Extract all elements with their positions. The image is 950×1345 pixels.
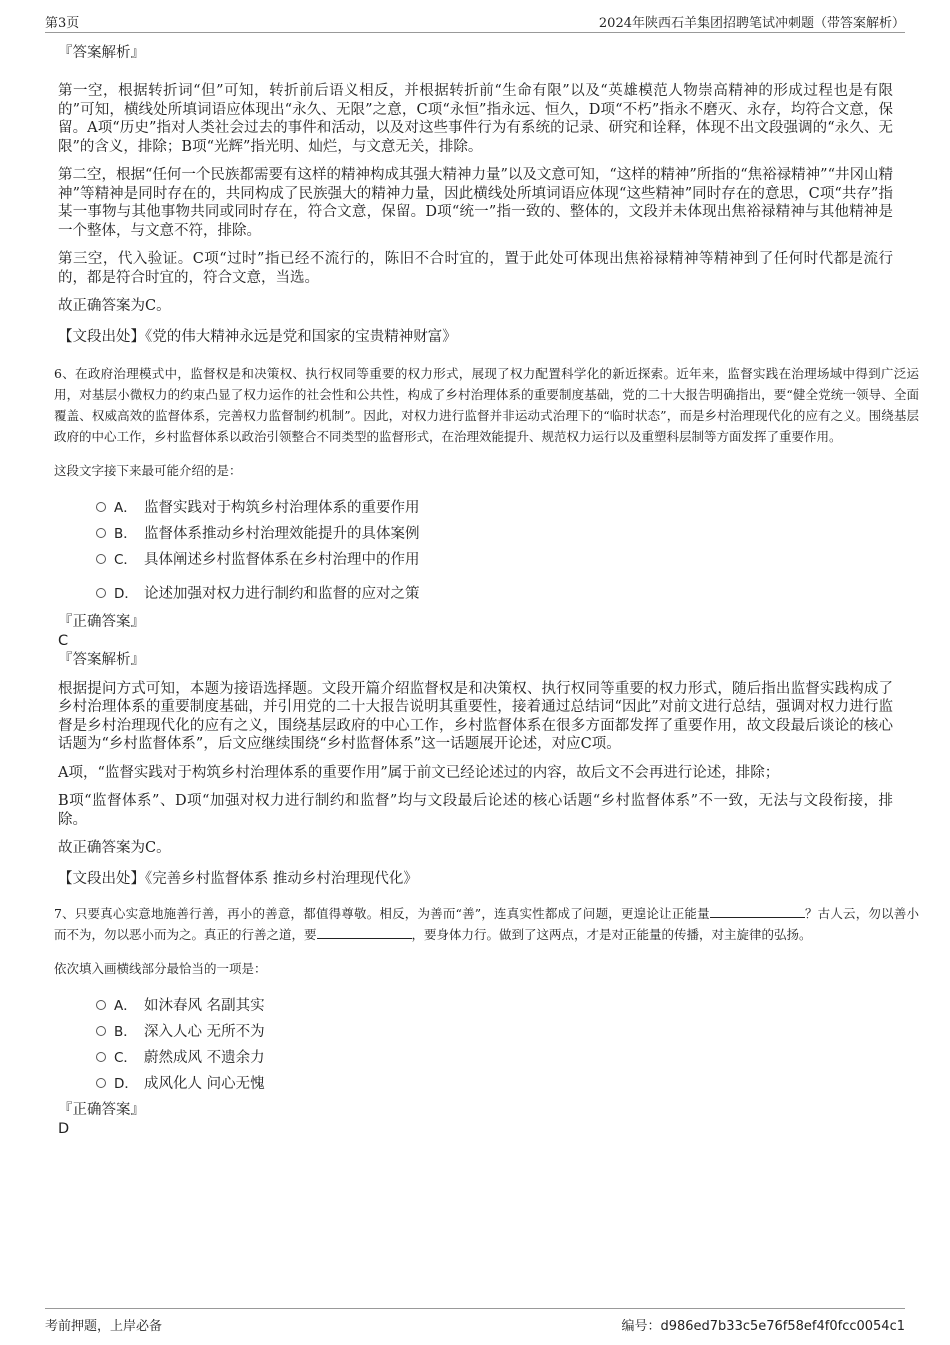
q6-analysis-paragraph: A项，“监督实践对于构筑乡村治理体系的重要作用”属于前文已经论述过的内容，故后文不会再进行论述，排除； [58, 764, 780, 781]
q6-answer-label: 『正确答案』 [58, 613, 145, 630]
q7-question-prompt: 依次填入画横线部分最恰当的一项是： [54, 960, 267, 976]
page-footer [45, 1308, 905, 1334]
radio-icon[interactable] [96, 1052, 106, 1062]
radio-icon[interactable] [96, 528, 106, 538]
q6-analysis-label: 『答案解析』 [58, 651, 145, 668]
q5-source: 【文段出处】《党的伟大精神永远是党和国家的宝贵精神财富》 [58, 328, 457, 345]
page-number: 第3页 [45, 16, 80, 31]
footer-slogan: 考前押题，上岸必备 [45, 1319, 163, 1334]
q6-analysis-paragraph: 根据提问方式可知，本题为接语选择题。文段开篇介绍监督权是和决策权、执行权同等重要的权力形式，随后指出监督实践构成了乡村治理体系的重要制度基础，并引用党的二十大报告说明其重要性，接着通过总结词“因此”对前文进行总结，强调对权力进行监督是乡村治理现代化的应有之义，围绕基层政府的中心工作，乡村监督体系在很多方面都发挥了重要作用，故文段最后谈论的核心话题为“乡村监督体系”，后文应继续围绕“乡村监督体系”这一话题展开论述，对应C项。 [58, 680, 893, 752]
document-code: 编号：d986ed7b33c5e76f58ef4f0fcc0054c1 [621, 1319, 905, 1334]
q6-option-d[interactable]: D． 论述加强对权力进行制约和监督的应对之策 [96, 581, 893, 607]
fill-blank [317, 926, 412, 939]
q6-analysis-conclusion: 故正确答案为C。 [58, 840, 171, 856]
q6-answer: C [58, 632, 69, 649]
q7-option-d[interactable]: D． 成风化人 问心无愧 [96, 1071, 893, 1097]
q7-answer: D [58, 1120, 70, 1137]
q7-option-b[interactable]: B． 深入人心 无所不为 [96, 1019, 893, 1045]
q7-option-a[interactable]: A． 如沐春风 名副其实 [96, 993, 893, 1019]
q6-options [58, 495, 893, 607]
q7-option-c[interactable]: C． 蔚然成风 不遗余力 [96, 1045, 893, 1071]
q7-question-text: 7、只要真心实意地施善行善，再小的善意，都值得尊敬。相反，为善而“善”，连真实性都成了问题，更遑论让正能量 ？古人云，勿以善小而不为，勿以恶小而为之。真正的行善之道，要 ，要身体力行。做到了这两点，才是对正能量的传播，对主旋律的弘扬。 [54, 905, 919, 942]
radio-icon[interactable] [96, 554, 106, 564]
q6-option-c[interactable]: C． 具体阐述乡村监督体系在乡村治理中的作用 [96, 547, 893, 573]
q5-analysis-label: 『答案解析』 [58, 45, 145, 61]
q5-analysis-paragraph: 第一空，根据转折词“但”可知，转折前后语义相反，并根据转折前“生命有限”以及“英雄模范人物崇高精神的形成过程也是有限的”可知，横线处所填词语应体现出“永久、无限”之意，C项“永恒”指永远、恒久，D项“不朽”指永不磨灭、永存，均符合文意，保留。A项“历史”指对人类社会过去的事件和活动，以及对这些事件行为有系统的记录、研究和诠释，体现不出文段强调的“永久、无限”的含义，排除；B项“光辉”指光明、灿烂，与文意无关，排除。 [58, 83, 893, 155]
page-content [54, 44, 919, 1139]
q7-answer-label: 『正确答案』 [58, 1101, 145, 1118]
q6-question-text: 6、在政府治理模式中，监督权是和决策权、执行权同等重要的权力形式，展现了权力配置科学化的新近探索。近年来，监督实践在治理场域中得到广泛运用，对基层小微权力的约束凸显了权力运作的社会性和公共性，构成了乡村治理体系的重要制度基础，党的二十大报告明确指出，要“健全党统一领导、全面覆盖、权威高效的监督体系，完善权力监督制约机制”。因此，对权力进行监督并非运动式治理下的“临时状态”，而是乡村治理现代化的应有之义。围绕基层政府的中心工作，乡村监督体系以政治引领整合不同类型的监督形式，在治理效能提升、规范权力运行以及重塑科层制等方面发挥了重要作用。 [54, 365, 919, 444]
q5-analysis-conclusion: 故正确答案为C。 [58, 298, 171, 314]
q5-analysis-paragraph: 第二空，根据“任何一个民族都需要有这样的精神构成其强大精神力量”以及文意可知，“这样的精神”所指的“焦裕禄精神”“井冈山精神”等精神是同时存在的，共同构成了民族强大的精神力量，因此横线处所填词语应体现“这些精神”同时存在的意思，C项“共存”指某一事物与其他事物共同或同时存在，符合文意，保留。D项“统一”指一致的、整体的，文段并未体现出焦裕禄精神与其他精神是一个整体，与文意不符，排除。 [58, 167, 893, 239]
q6-question-prompt: 这段文字接下来最可能介绍的是： [54, 462, 242, 478]
q6-option-b[interactable]: B． 监督体系推动乡村治理效能提升的具体案例 [96, 521, 893, 547]
radio-icon[interactable] [96, 1078, 106, 1088]
radio-icon[interactable] [96, 588, 106, 598]
document-title: 2024年陕西石羊集团招聘笔试冲刺题（带答案解析） [598, 16, 905, 31]
fill-blank [710, 905, 805, 918]
q6-option-a[interactable]: A． 监督实践对于构筑乡村治理体系的重要作用 [96, 495, 893, 521]
page-header [45, 10, 905, 33]
q6-analysis-paragraph: B项“监督体系”、D项“加强对权力进行制约和监督”均与文段最后论述的核心话题“乡村监督体系”不一致，无法与文段衔接，排除。 [58, 793, 893, 828]
q6-source: 【文段出处】《完善乡村监督体系 推动乡村治理现代化》 [58, 870, 418, 887]
radio-icon[interactable] [96, 1000, 106, 1010]
radio-icon[interactable] [96, 1026, 106, 1036]
q7-options [58, 993, 893, 1097]
q5-analysis-paragraph: 第三空，代入验证。C项“过时”指已经不流行的，陈旧不合时宜的，置于此处可体现出焦裕禄精神等精神到了任何时代都是流行的，都是符合时宜的，符合文意，当选。 [58, 251, 893, 286]
radio-icon[interactable] [96, 502, 106, 512]
